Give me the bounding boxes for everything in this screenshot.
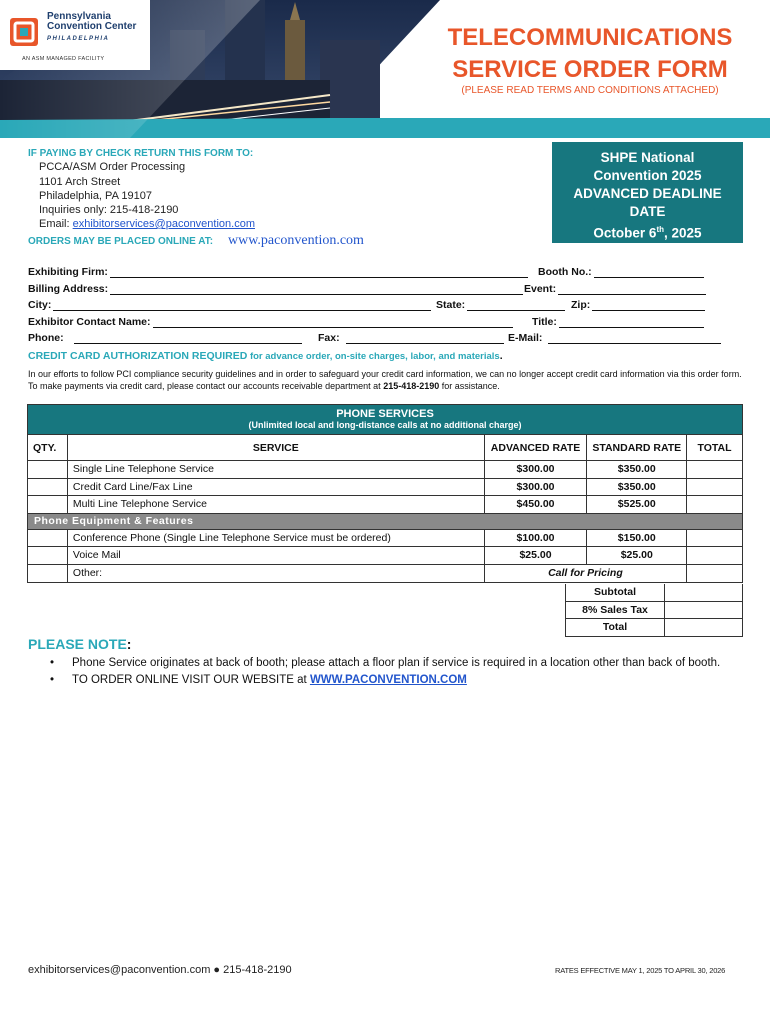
sales-tax-input[interactable] [665, 602, 743, 620]
deadline-line4: DATE [629, 204, 666, 219]
table-row [28, 496, 742, 514]
total-row [565, 619, 743, 637]
contact-name-label: Exhibitor Contact Name: [28, 316, 151, 328]
list-item [50, 673, 745, 688]
phone-field[interactable] [28, 332, 302, 344]
qty-input[interactable] [28, 565, 68, 583]
credit-card-heading-tail: for advance order, on-site charges, labor, and materials [247, 351, 500, 362]
billing-address-label: Billing Address: [28, 283, 109, 295]
credit-card-heading-period: . [499, 350, 503, 362]
subtotal-input[interactable] [665, 584, 743, 602]
logo-line2: Convention Center [47, 21, 137, 32]
table-subtitle: (Unlimited local and long-distance calls at no additional charge) [248, 420, 522, 430]
contact-name-field[interactable] [28, 316, 513, 328]
table-row [28, 547, 742, 565]
fax-label: Fax: [318, 332, 340, 344]
deadline-line1: SHPE National [600, 150, 695, 165]
header-advanced-rate: ADVANCED RATE [485, 435, 588, 461]
email-line [39, 218, 255, 230]
email-field-label: E-Mail: [508, 332, 543, 344]
address-line-1: PCCA/ASM Order Processing [39, 161, 186, 173]
service-name: Multi Line Telephone Service [68, 496, 485, 514]
title-label: Title: [532, 316, 557, 328]
booth-no-field[interactable] [538, 266, 704, 278]
please-note-heading [28, 636, 131, 652]
ppc-logo-mark-icon [10, 18, 38, 46]
advanced-rate: $300.00 [485, 461, 588, 479]
total-input[interactable] [687, 461, 742, 479]
list-item: • Phone Service originates at back of booth; please attach a floor plan if service is required in a location other than back of booth. [50, 656, 745, 671]
notes-list [50, 656, 745, 690]
deadline-box [552, 142, 743, 243]
total-input[interactable] [687, 530, 742, 548]
standard-rate: $25.00 [587, 547, 687, 565]
section-equipment-features: Phone Equipment & Features [28, 514, 742, 530]
service-name: Conference Phone (Single Line Telephone Service must be ordered) [68, 530, 485, 548]
table-title-bar [28, 405, 742, 435]
phone-label: Phone: [28, 332, 64, 344]
logo-line3: PHILADELPHIA [47, 36, 110, 42]
total-input[interactable] [687, 479, 742, 497]
fax-field[interactable] [318, 332, 504, 344]
header-total: TOTAL [687, 435, 742, 461]
table-row [28, 565, 742, 583]
standard-rate: $350.00 [587, 479, 687, 497]
service-name: Single Line Telephone Service [68, 461, 485, 479]
table-header-row [28, 435, 742, 461]
zip-field[interactable] [571, 299, 705, 311]
email-label: Email: [39, 218, 73, 230]
event-field[interactable] [524, 283, 706, 295]
table-row [28, 461, 742, 479]
sales-tax-label: 8% Sales Tax [565, 602, 665, 620]
title-field[interactable] [532, 316, 704, 328]
website-link[interactable]: WWW.PACONVENTION.COM [309, 674, 467, 686]
form-subtitle: (PLEASE READ TERMS AND CONDITIONS ATTACHED) [461, 85, 719, 96]
state-field[interactable] [436, 299, 565, 311]
sales-tax-row [565, 602, 743, 620]
table-row [28, 530, 742, 548]
address-line-3: Philadelphia, PA 19107 [39, 190, 152, 202]
address-line-2: 1101 Arch Street [39, 176, 121, 188]
deadline-line2: Convention 2025 [593, 168, 702, 183]
exhibiting-firm-field[interactable] [28, 266, 528, 278]
please-note-colon: : [126, 636, 132, 652]
form-title-line2: SERVICE ORDER FORM [452, 56, 728, 83]
phone-services-table [27, 404, 743, 583]
standard-rate: $150.00 [587, 530, 687, 548]
qty-input[interactable] [28, 547, 68, 565]
footer-contact: exhibitorservices@paconvention.com ● 215-418-2190 [28, 964, 292, 976]
service-name: Other: [68, 565, 485, 583]
advanced-rate: $300.00 [485, 479, 588, 497]
inquiries-line: Inquiries only: 215-418-2190 [39, 204, 179, 216]
credit-card-notice-tail: for assistance. [439, 381, 500, 391]
email-field[interactable] [508, 332, 721, 344]
exhibiting-firm-label: Exhibiting Firm: [28, 266, 108, 278]
credit-card-notice [28, 368, 748, 392]
credit-card-notice-text: In our efforts to follow PCI compliance security guidelines and in order to safeguard your credit card information, we can no longer accept credit card information via this order form. To make payments via credit card, please contact our accounts receivable department at [28, 369, 742, 391]
advanced-rate: $25.00 [485, 547, 588, 565]
deadline-line3: ADVANCED DEADLINE [573, 186, 722, 201]
qty-input[interactable] [28, 479, 68, 497]
service-name: Voice Mail [68, 547, 485, 565]
qty-input[interactable] [28, 530, 68, 548]
online-order-heading: ORDERS MAY BE PLACED ONLINE AT: [28, 236, 214, 247]
qty-input[interactable] [28, 461, 68, 479]
city-label: City: [28, 299, 52, 311]
header-qty: QTY. [28, 435, 68, 461]
standard-rate: $525.00 [587, 496, 687, 514]
deadline-date-year: , 2025 [664, 225, 702, 241]
deadline-date-main: October 6 [593, 225, 657, 241]
billing-address-field[interactable] [28, 283, 523, 295]
logo-line4: AN ASM MANAGED FACILITY [22, 56, 105, 62]
credit-card-heading-main: CREDIT CARD AUTHORIZATION REQUIRED [28, 350, 248, 362]
credit-card-notice-phone: 215-418-2190 [383, 381, 440, 391]
logo-line1: Pennsylvania [47, 11, 111, 22]
booth-no-label: Booth No.: [538, 266, 592, 278]
standard-rate: $350.00 [587, 461, 687, 479]
call-for-pricing: Call for Pricing [485, 565, 687, 583]
grand-total-input[interactable] [665, 619, 743, 637]
city-field[interactable] [28, 299, 431, 311]
qty-input[interactable] [28, 496, 68, 514]
table-row [28, 479, 742, 497]
deadline-date [552, 221, 743, 243]
state-label: State: [436, 299, 466, 311]
check-return-heading: IF PAYING BY CHECK RETURN THIS FORM TO: [28, 148, 254, 159]
event-label: Event: [524, 283, 557, 295]
header [0, 0, 770, 138]
header-service: SERVICE [68, 435, 485, 461]
logo [0, 0, 150, 70]
total-input[interactable] [687, 496, 742, 514]
online-order-link[interactable]: www.paconvention.com [228, 233, 364, 248]
email-link[interactable]: exhibitorservices@paconvention.com [72, 218, 255, 230]
table-title: PHONE SERVICES [336, 408, 434, 420]
deadline-date-sup: th [656, 225, 665, 234]
total-input[interactable] [687, 547, 742, 565]
advanced-rate: $100.00 [485, 530, 588, 548]
header-standard-rate: STANDARD RATE [587, 435, 687, 461]
credit-card-heading [28, 350, 503, 362]
subtotal-row [565, 584, 743, 602]
form-title-line1: TELECOMMUNICATIONS [447, 24, 733, 51]
please-note-text: PLEASE NOTE [28, 636, 127, 652]
advanced-rate: $450.00 [485, 496, 588, 514]
zip-label: Zip: [571, 299, 591, 311]
total-input[interactable] [687, 565, 742, 583]
footer-rates-effective: RATES EFFECTIVE MAY 1, 2025 TO APRIL 30, 2026 [555, 966, 726, 975]
service-name: Credit Card Line/Fax Line [68, 479, 485, 497]
subtotal-label: Subtotal [565, 584, 665, 602]
note2-text: TO ORDER ONLINE VISIT OUR WEBSITE at [72, 674, 310, 686]
total-label: Total [565, 619, 665, 637]
